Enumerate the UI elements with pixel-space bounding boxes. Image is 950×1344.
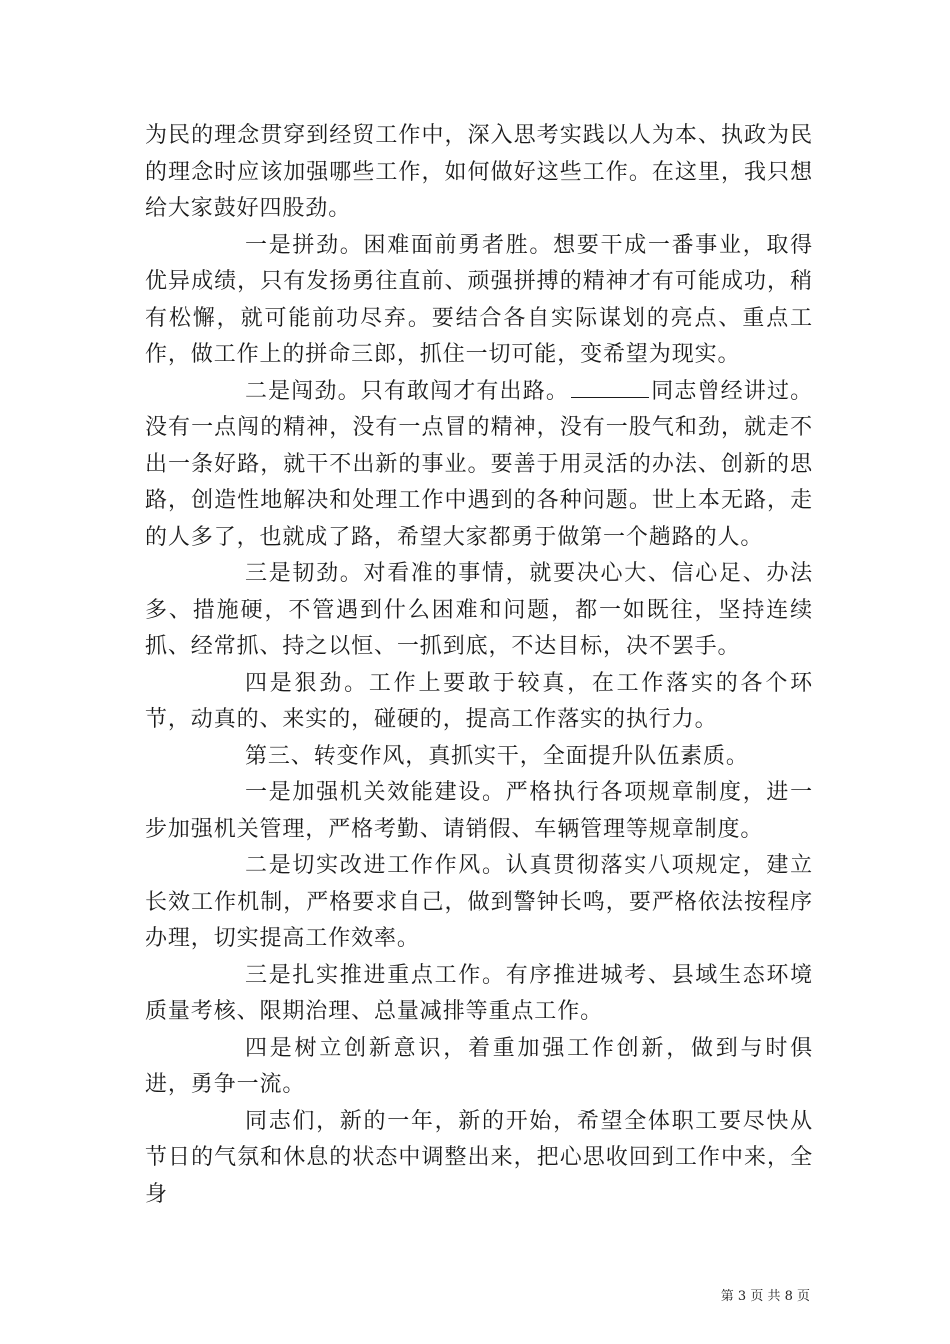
section-heading: 第三、转变作风，真抓实干，全面提升队伍素质。 <box>245 743 749 769</box>
paragraph-5: 四是狠劲。工作上要敢于较真，在工作落实的各个环节，动真的、来实的，碰硬的，提高工作落实的执行力。 <box>145 670 813 732</box>
paragraph-9: 三是扎实推进重点工作。有序推进城考、县域生态环境质量考核、限期治理、总量减排等重点工作。 <box>145 962 813 1024</box>
fill-in-blank <box>571 377 649 398</box>
paragraph-4: 三是韧劲。对看准的事情，就要决心大、信心足、办法多、措施硬，不管遇到什么困难和问题，都一如既往，坚持连续抓、经常抓、持之以恒、一抓到底，不达目标，决不罢手。 <box>145 561 813 659</box>
page-number: 第 3 页 共 8 页 <box>720 1289 810 1304</box>
paragraph-2: 一是拼劲。困难面前勇者胜。想要干成一番事业，取得优异成绩，只有发扬勇往直前、顽强拼搏的精神才有可能成功，稍有松懈，就可能前功尽弃。要结合各自实际谋划的亮点、重点工作，做工作上的拼命三郎，抓住一切可能，变希望为现实。 <box>145 232 813 367</box>
paragraph-11: 同志们，新的一年，新的开始，希望全体职工要尽快从节日的气氛和休息的状态中调整出来，把心思收回到工作中来，全身 <box>145 1108 813 1207</box>
paragraph-3 <box>145 374 813 557</box>
paragraph-7: 一是加强机关效能建设。严格执行各项规章制度，进一步加强机关管理，严格考勤、请销假、车辆管理等规章制度。 <box>145 780 813 842</box>
paragraph-3-after-blank: 同志曾经讲过。 <box>651 378 813 404</box>
document-body <box>145 118 813 1213</box>
paragraph-10: 四是树立创新意识，着重加强工作创新，做到与时俱进，勇争一流。 <box>145 1035 813 1097</box>
paragraph-1: 为民的理念贯穿到经贸工作中，深入思考实践以人为本、执政为民的理念时应该加强哪些工作，如何做好这些工作。在这里，我只想给大家鼓好四股劲。 <box>145 123 813 221</box>
paragraph-3-lead: 二是闯劲。只有敢闯才有出路。 <box>245 378 569 404</box>
paragraph-3-rest: 没有一点闯的精神，没有一点冒的精神，没有一股气和劲，就走不出一条好路，就干不出新的事业。要善于用灵活的办法、创新的思路，创造性地解决和处理工作中遇到的各种问题。世上本无路，走的人多了，也就成了路，希望大家都勇于做第一个趟路的人。 <box>145 415 813 550</box>
paragraph-8: 二是切实改进工作作风。认真贯彻落实八项规定，建立长效工作机制，严格要求自己，做到警钟长鸣，要严格依法按程序办理，切实提高工作效率。 <box>145 853 813 951</box>
